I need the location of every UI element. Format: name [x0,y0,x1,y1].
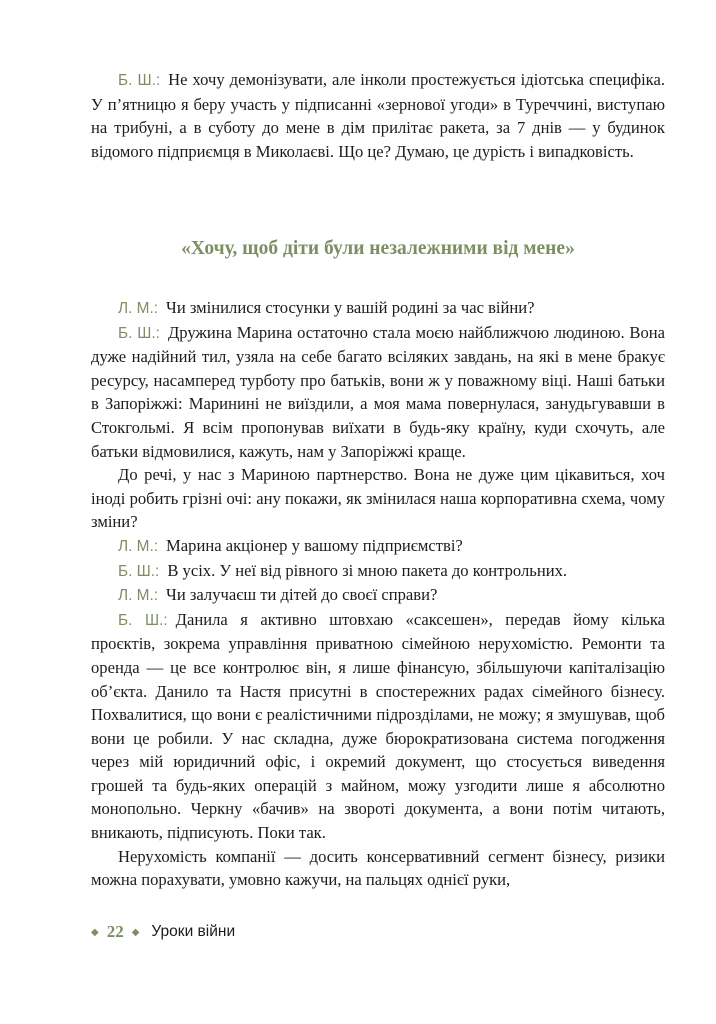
paragraph [91,463,665,534]
page-footer [91,922,235,942]
dialogue-paragraph [91,296,665,321]
speaker-label: Б. Ш.: [118,562,160,580]
section-heading: «Хочу, щоб діти були незалежними від мене» [181,238,575,259]
page-number: 22 [106,922,124,941]
diamond-icon: ◆ [91,926,99,938]
speaker-label: Б. Ш.: [118,324,160,342]
text-block-intro [91,68,665,163]
paragraph-text: Нерухомість компанії — досить консервативний сегмент бізнесу, ризики можна порахувати, умовно кажучи, на пальцях однієї руки, [91,846,665,890]
dialogue-paragraph [91,534,665,559]
paragraph-text: Чи залучаєш ти дітей до своєї справи? [166,585,438,605]
text-block-interview [91,296,665,892]
speaker-label: Б. Ш.: [118,72,161,89]
paragraph-text: До речі, у нас з Мариною партнерство. Вона не дуже цим цікавиться, хоч іноді робить грізні очі: ану покажи, як змінилася наша корпоративна схема, чому зміни? [91,465,665,532]
running-title: Уроки війни [151,923,236,940]
dialogue-paragraph [91,68,665,163]
dialogue-paragraph [91,321,665,464]
paragraph-text: Чи змінилися стосунки у вашій родині за час війни? [166,298,535,317]
speaker-label: Л. М.: [118,300,159,317]
paragraph-text: Данила я активно штовхаю «саксешен», передав йому кілька проєктів, зокрема управління приватною сімейною нерухомістю. Ремонти та оренда — це все контролює він, я лише фінансую, збільшуючи капіталізацію об’єкта. Данило та Настя присутні в спостережних радах сімейного бізнесу. Похвалитися, що вони є реалістичними підрозділами, не можу; я змушував, щоб вони це робили. У нас складна, дуже бюрократизована система погодження через мій юридичний офіс, і окремий документ, що стосується виведення грошей та будь-яких операцій з майном, можу узгодити лише я абсолютно монопольно. Черкну «бачив» на звороті документа, а вони потім читають, вникають, підписують. Поки так. [91,609,665,843]
paragraph-text: Марина акціонер у вашому підприємстві? [166,535,463,555]
speaker-label: Л. М.: [118,537,159,555]
speaker-label: Б. Ш.: [118,611,168,629]
paragraph-text: В усіх. У неї від рівного зі мною пакета до контрольних. [167,560,568,580]
dialogue-paragraph [91,583,665,608]
speaker-label: Л. М.: [118,587,159,605]
paragraph-text: Дружина Марина остаточно стала моєю найближчою людиною. Вона дуже надійний тил, узяла на себе багато всіляких завдань, на які в мене бракує ресурсу, насамперед турботу про батьків, вони ж у поважному віці. Наші батьки в Запоріжжі: Маринині не виїздили, а моя мама повернулася, занудьгувавши в Стокгольмі. Я всім пропонував виїхати в будь-яку країну, куди схочуть, але батьки відмовилися, кажуть, нам у Запоріжжі краще. [91,322,665,461]
dialogue-paragraph [91,608,665,845]
paragraph-text: Не хочу демонізувати, але інколи простежується ідіотська специфіка. У п’ятницю я беру участь у підписанні «зернової угоди» в Туреччині, виступаю на трибуні, а в суботу до мене в дім прилітає ракета, за 7 днів — у будинок відомого підприємця в Миколаєві. Що це? Думаю, це дурість і випадковість. [91,70,666,161]
dialogue-paragraph [91,559,665,584]
paragraph [91,845,665,892]
diamond-icon: ◆ [131,926,140,938]
